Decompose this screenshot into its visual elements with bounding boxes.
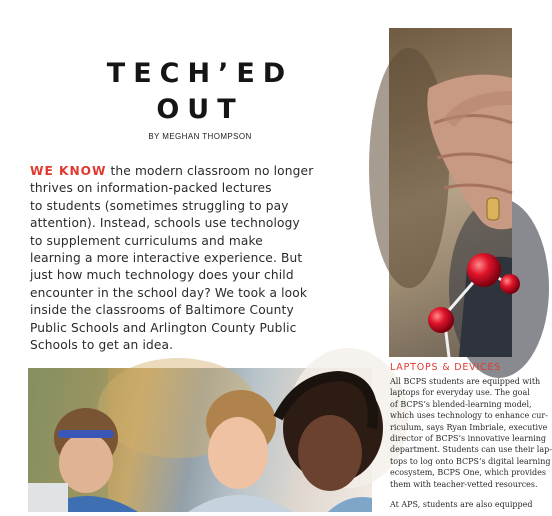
students-illustration (28, 368, 372, 512)
intro-line (30, 163, 380, 180)
sidebar-line: which uses technology to enhance cur- (390, 411, 548, 421)
sidebar-line: riculum, says Ryan Imbriale, executive (390, 422, 548, 432)
sidebar-line: them with teacher-vetted resources. (390, 479, 538, 489)
intro-paragraph (30, 163, 380, 354)
sidebar-heading: LAPTOPS & DEVICES (390, 362, 502, 373)
intro-line: Public Schools and Arlington County Public (30, 320, 297, 335)
sidebar-line: All BCPS students are equipped with (390, 377, 541, 386)
intro-line: learning a more interactive experience. But (30, 251, 303, 266)
sidebar-line: ecosystem, BCPS One, which provides (390, 468, 547, 478)
article-title-line-1: TECH’ED (106, 58, 294, 89)
article-title (60, 56, 340, 128)
paragraph-gap (390, 490, 550, 499)
students-classroom-photo (28, 368, 372, 512)
sidebar-line: of BCPS’s blended-learning model, (390, 399, 532, 409)
sidebar-body (390, 376, 550, 510)
intro-line: just how much technology does your child (30, 268, 294, 283)
molecule-model-photo (389, 28, 512, 357)
sidebar-line: At APS, students are also equipped (390, 500, 533, 510)
intro-line-text: the modern classroom no longer (106, 164, 314, 178)
intro-line: attention). Instead, schools use technology (30, 216, 300, 231)
intro-line: inside the classrooms of Baltimore County (30, 303, 294, 318)
sidebar-line: tops to log onto BCPS’s digital learning (390, 456, 551, 466)
intro-line: thrives on information-packed lectures (30, 181, 272, 196)
intro-line: Schools to get an idea. (30, 338, 174, 353)
intro-lead: WE KNOW (30, 164, 107, 178)
intro-line: to students (sometimes struggling to pay (30, 198, 289, 213)
article-title-line-2: OUT (156, 94, 244, 125)
byline: BY MEGHAN THOMPSON (148, 132, 252, 141)
sidebar-line: department. Students can use their lap- (390, 445, 552, 455)
sidebar-line: director of BCPS’s innovative learning (390, 434, 547, 444)
sidebar-line: laptops for everyday use. The goal (390, 388, 530, 398)
intro-line: to supplement curriculums and make (30, 233, 263, 248)
intro-line: encounter in the school day? We took a look (30, 285, 308, 300)
molecule-model-illustration (389, 28, 512, 357)
